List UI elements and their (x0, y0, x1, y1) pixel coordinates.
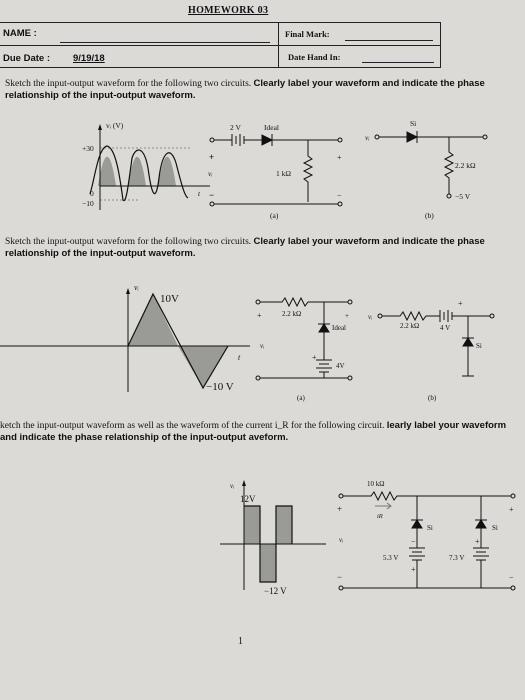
problem1b-resistor-label: 2.2 kΩ (455, 161, 476, 170)
problem1-top-tick: +30 (82, 144, 94, 153)
header-table (0, 22, 441, 68)
problem1b-caption: (b) (425, 211, 434, 220)
problem2b-battery-label: 4 V (440, 324, 451, 332)
problem2a-caption: (a) (297, 394, 305, 402)
problem2a-input-label: vᵢ (260, 342, 265, 350)
problem2-trough-label: −10 V (206, 381, 234, 393)
problem2-circuit-a (252, 292, 362, 402)
due-date-value: 9/19/18 (73, 53, 105, 64)
svg-text:+: + (209, 152, 215, 162)
problem1a-input-label: vᵢ (208, 169, 213, 178)
page-title: HOMEWORK 03 (188, 5, 269, 16)
date-hand-in-field[interactable] (362, 62, 434, 63)
problem2a-diode-label: Ideal (332, 324, 346, 332)
svg-text:−: − (337, 191, 342, 200)
problem3-trough-label: −12 V (264, 586, 287, 596)
problem1-input-waveform (70, 118, 220, 218)
svg-text:−: − (411, 537, 416, 546)
problem1a-caption: (a) (270, 211, 279, 220)
problem3-diode2-label: Si (492, 524, 498, 532)
svg-text:+: + (337, 153, 342, 162)
problem3-circuit (335, 476, 525, 606)
svg-text:+: + (312, 353, 317, 362)
name-label: NAME : (3, 28, 37, 39)
problem1a-source-label: 2 V (230, 123, 241, 132)
problem1-yaxis-label: vᵢ (V) (106, 121, 124, 130)
problem2-t-label: t (238, 353, 241, 362)
problem2b-input-label: vᵢ (368, 313, 373, 321)
problem1-bottom-tick: −10 (82, 199, 94, 208)
due-date-label: Due Date : (3, 53, 50, 64)
svg-text:−: − (209, 190, 215, 200)
problem1b-supply-label: −5 V (455, 192, 471, 201)
problem3-input-label: vᵢ (339, 536, 344, 544)
svg-text:−: − (509, 573, 514, 582)
svg-text:+: + (411, 565, 416, 574)
problem2-peak-label: 10V (160, 293, 179, 305)
problem1-zero-tick: 0 (90, 189, 94, 198)
problem2b-caption: (b) (428, 394, 437, 402)
problem2-prompt: Sketch the input-output waveform for the following two circuits. Clearly label your waveform and indicate the phase relationship of the input-output waveform. (5, 236, 485, 259)
problem2a-battery-label: 4V (336, 362, 345, 370)
problem2-yaxis-label: vᵢ (134, 283, 139, 292)
problem3-current-label: iR (377, 513, 383, 520)
problem1-circuit-a (200, 118, 350, 223)
problem3-input-waveform (220, 480, 330, 600)
svg-text:+: + (475, 537, 480, 546)
problem1b-input-label: vᵢ (365, 133, 370, 142)
svg-text:+: + (345, 312, 349, 320)
svg-text:+: + (458, 299, 463, 308)
problem2b-diode-label: Si (476, 342, 482, 350)
problem1-prompt: Sketch the input-output waveform for the following two circuits. Clearly label your waveform and indicate the phase relationship of the input-output waveform. (5, 78, 485, 101)
problem1-circuit-b (365, 118, 515, 223)
problem3-resistor-label: 10 kΩ (367, 480, 385, 488)
problem2a-resistor-label: 2.2 kΩ (282, 310, 302, 318)
svg-text:−: − (337, 572, 343, 582)
svg-text:+: + (509, 505, 514, 514)
svg-text:+: + (337, 504, 343, 514)
problem2-circuit-b (368, 292, 518, 402)
problem3-battery2-label: 7.3 V (449, 554, 465, 562)
problem1a-diode-label: Ideal (264, 123, 279, 132)
problem2-input-waveform (0, 280, 260, 395)
problem3-battery1-label: 5.3 V (383, 554, 399, 562)
problem1a-resistor-label: 1 kΩ (276, 169, 291, 178)
name-field[interactable] (60, 42, 270, 43)
problem1b-diode-label: Si (410, 119, 417, 128)
date-hand-in-label: Date Hand In: (288, 52, 341, 62)
problem1-t-label: t (198, 189, 201, 198)
page-number: 1 (238, 636, 243, 647)
problem3-diode1-label: Si (427, 524, 433, 532)
problem3-peak-label: 12V (240, 494, 256, 504)
problem3-prompt: ketch the input-output waveform as well as the waveform of the current i_R for the following circuit. learly label your waveform and indicate the phase relationship of the input-output aveform. (0, 420, 507, 443)
problem3-yaxis-label: vᵢ (230, 482, 235, 490)
final-mark-field[interactable] (345, 40, 433, 41)
svg-text:+: + (257, 311, 262, 320)
problem2b-resistor-label: 2.2 kΩ (400, 322, 420, 330)
final-mark-label: Final Mark: (285, 29, 330, 39)
